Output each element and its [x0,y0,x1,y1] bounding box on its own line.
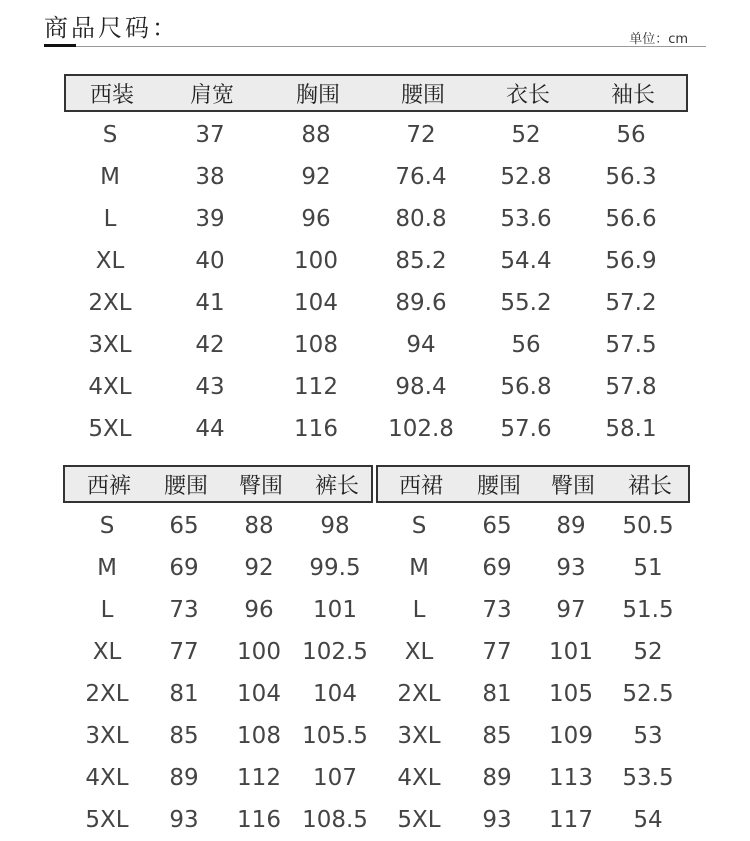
pants-value-cell: 85 [169,723,199,749]
pants-value-cell: 105.5 [302,723,368,749]
skirt-value-cell: 117 [549,807,593,833]
pants-size-cell: L [100,597,114,623]
skirt-value-cell: 65 [482,513,512,539]
skirt-value-cell: 85 [482,723,512,749]
skirt-table-row [376,673,690,715]
pants-value-cell: 73 [169,597,199,623]
pants-value-cell: 89 [169,765,199,791]
suit-size-cell: 4XL [88,374,132,400]
suit-value-cell: 56.3 [605,164,657,190]
skirt-value-cell: 93 [482,807,512,833]
suit-value-cell: 57.6 [500,416,552,442]
suit-column-header: 西装 [89,82,134,108]
pants-table-row [63,505,373,547]
suit-value-cell: 80.8 [395,206,447,232]
pants-size-cell: 4XL [85,765,129,791]
pants-table-row [63,547,373,589]
suit-value-cell: 54.4 [500,248,552,274]
pants-table-row [63,631,373,673]
suit-value-cell: 41 [195,290,225,316]
suit-column-header: 腰围 [400,82,445,108]
pants-value-cell: 99.5 [309,555,361,581]
suit-size-cell: S [102,122,118,148]
suit-value-cell: 96 [301,206,331,232]
skirt-table-row [376,547,690,589]
suit-value-cell: 57.8 [605,374,657,400]
suit-value-cell: 37 [195,122,225,148]
pants-table-row [63,589,373,631]
pants-value-cell: 101 [313,597,357,623]
pants-size-cell: 5XL [85,807,129,833]
skirt-value-cell: 69 [482,555,512,581]
skirt-value-cell: 105 [549,681,593,707]
unit-label: 单位：cm [629,32,688,47]
page-title: 商品尺码： [44,14,179,42]
skirt-table-row [376,589,690,631]
pants-table-body [63,505,373,841]
skirt-value-cell: 113 [549,765,593,791]
skirt-table-header [376,465,690,503]
pants-size-cell: XL [92,639,122,665]
skirt-table-row [376,799,690,841]
suit-value-cell: 56 [511,332,541,358]
skirt-value-cell: 52 [633,639,663,665]
skirt-value-cell: 50.5 [622,513,674,539]
skirt-value-cell: 93 [556,555,586,581]
suit-value-cell: 57.2 [605,290,657,316]
pants-value-cell: 65 [169,513,199,539]
skirt-value-cell: 52.5 [622,681,674,707]
skirt-size-cell: 5XL [397,807,441,833]
suit-value-cell: 108 [294,332,338,358]
skirt-size-cell: 4XL [397,765,441,791]
suit-value-cell: 85.2 [395,248,447,274]
skirt-size-cell: L [412,597,426,623]
pants-size-cell: M [97,555,117,581]
skirt-value-cell: 73 [482,597,512,623]
suit-value-cell: 42 [195,332,225,358]
skirt-column-header: 西裙 [398,473,443,499]
skirt-value-cell: 101 [549,639,593,665]
pants-value-cell: 92 [244,555,274,581]
pants-value-cell: 104 [237,681,281,707]
suit-value-cell: 76.4 [395,164,447,190]
pants-value-cell: 100 [237,639,281,665]
pants-column-header: 腰围 [163,473,208,499]
suit-value-cell: 38 [195,164,225,190]
skirt-column-header: 臀围 [550,473,595,499]
pants-table-row [63,799,373,841]
suit-table-row [64,282,688,324]
suit-value-cell: 52.8 [500,164,552,190]
suit-value-cell: 116 [294,416,338,442]
skirt-size-cell: M [409,555,429,581]
suit-table-row [64,156,688,198]
skirt-table-body [376,505,690,841]
pants-value-cell: 98 [320,513,350,539]
pants-value-cell: 102.5 [302,639,368,665]
pants-column-header: 臀围 [238,473,283,499]
suit-size-cell: L [103,206,117,232]
skirt-table-row [376,631,690,673]
suit-column-header: 胸围 [295,82,340,108]
suit-column-header: 衣长 [505,82,550,108]
suit-value-cell: 56 [616,122,646,148]
suit-value-cell: 88 [301,122,331,148]
pants-size-cell: 2XL [85,681,129,707]
pants-value-cell: 69 [169,555,199,581]
suit-table-body [64,114,688,450]
skirt-value-cell: 77 [482,639,512,665]
suit-table-row [64,198,688,240]
pants-table-row [63,715,373,757]
skirt-size-cell: XL [404,639,434,665]
skirt-value-cell: 89 [556,513,586,539]
suit-table-row [64,408,688,450]
pants-value-cell: 116 [237,807,281,833]
pants-column-header: 西裤 [86,473,131,499]
pants-value-cell: 108.5 [302,807,368,833]
skirt-size-cell: 2XL [397,681,441,707]
suit-size-cell: 5XL [88,416,132,442]
suit-value-cell: 55.2 [500,290,552,316]
pants-value-cell: 108 [237,723,281,749]
suit-size-cell: 2XL [88,290,132,316]
suit-table-row [64,114,688,156]
suit-value-cell: 53.6 [500,206,552,232]
pants-table-header [63,465,373,503]
suit-value-cell: 100 [294,248,338,274]
pants-value-cell: 112 [237,765,281,791]
skirt-value-cell: 81 [482,681,512,707]
skirt-value-cell: 54 [633,807,663,833]
suit-value-cell: 92 [301,164,331,190]
pants-table-row [63,757,373,799]
pants-size-cell: S [99,513,115,539]
suit-size-cell: 3XL [88,332,132,358]
suit-value-cell: 58.1 [605,416,657,442]
suit-value-cell: 94 [406,332,436,358]
suit-value-cell: 57.5 [605,332,657,358]
skirt-value-cell: 97 [556,597,586,623]
suit-value-cell: 104 [294,290,338,316]
suit-size-cell: M [100,164,120,190]
skirt-value-cell: 53.5 [622,765,674,791]
suit-value-cell: 56.9 [605,248,657,274]
suit-value-cell: 72 [406,122,436,148]
skirt-value-cell: 89 [482,765,512,791]
suit-value-cell: 43 [195,374,225,400]
pants-value-cell: 88 [244,513,274,539]
skirt-value-cell: 51 [633,555,663,581]
suit-table-row [64,324,688,366]
suit-table-row [64,240,688,282]
suit-value-cell: 44 [195,416,225,442]
suit-value-cell: 98.4 [395,374,447,400]
suit-table-row [64,366,688,408]
pants-value-cell: 77 [169,639,199,665]
suit-size-cell: XL [95,248,125,274]
skirt-table-row [376,715,690,757]
skirt-value-cell: 109 [549,723,593,749]
pants-size-cell: 3XL [85,723,129,749]
skirt-size-cell: S [411,513,427,539]
title-divider [76,46,706,47]
skirt-size-cell: 3XL [397,723,441,749]
suit-value-cell: 39 [195,206,225,232]
suit-value-cell: 52 [511,122,541,148]
skirt-value-cell: 51.5 [622,597,674,623]
skirt-table-row [376,757,690,799]
suit-table-header [64,74,688,112]
suit-column-header: 肩宽 [189,82,234,108]
suit-value-cell: 56.6 [605,206,657,232]
skirt-column-header: 腰围 [476,473,521,499]
suit-value-cell: 40 [195,248,225,274]
skirt-value-cell: 53 [633,723,663,749]
suit-value-cell: 56.8 [500,374,552,400]
suit-column-header: 袖长 [610,82,655,108]
pants-value-cell: 96 [244,597,274,623]
skirt-table-row [376,505,690,547]
pants-value-cell: 104 [313,681,357,707]
suit-value-cell: 112 [294,374,338,400]
pants-value-cell: 81 [169,681,199,707]
title-underline-accent [44,44,76,47]
pants-value-cell: 93 [169,807,199,833]
suit-value-cell: 89.6 [395,290,447,316]
pants-value-cell: 107 [313,765,357,791]
suit-value-cell: 102.8 [388,416,454,442]
skirt-column-header: 裙长 [627,473,672,499]
pants-table-row [63,673,373,715]
pants-column-header: 裤长 [314,473,359,499]
